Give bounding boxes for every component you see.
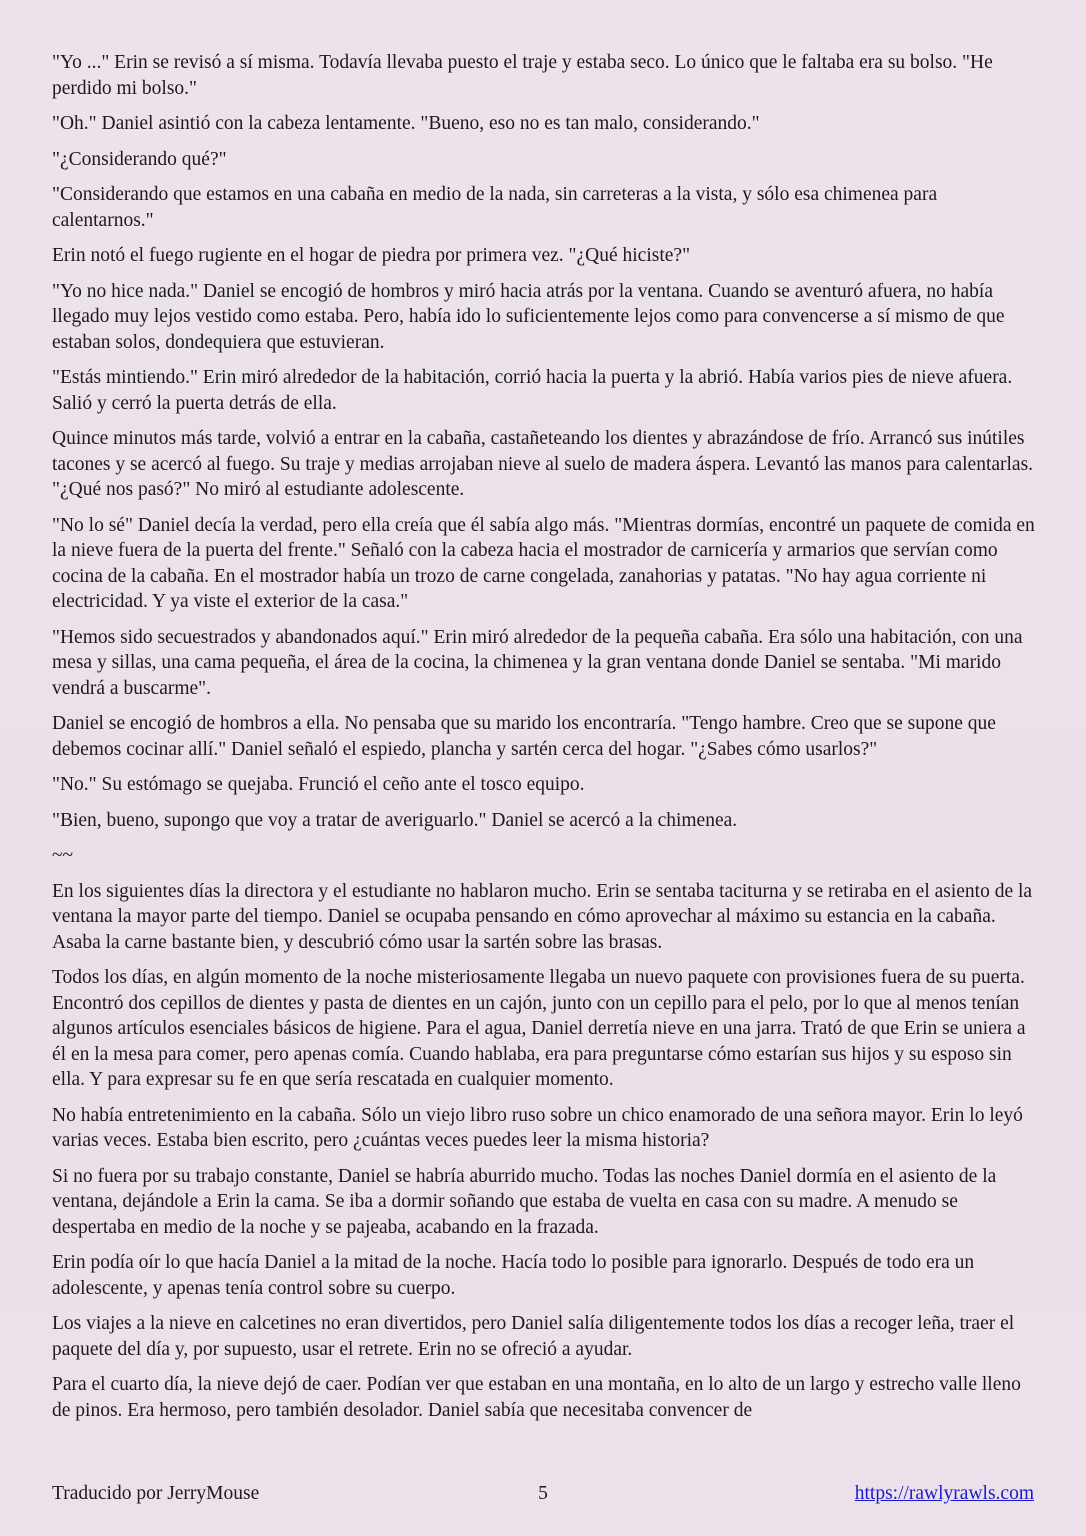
section-break: ~~: [52, 845, 74, 866]
paragraph: "Yo ..." Erin se revisó a sí misma. Todavía llevaba puesto el traje y estaba seco. Lo único que le faltaba era su bolso. "He perdido mi bolso.": [52, 52, 993, 99]
paragraph: "Estás mintiendo." Erin miró alrededor de la habitación, corrió hacia la puerta y la abrió. Había varios pies de nieve afuera. Salió y cerró la puerta detrás de ella.: [52, 367, 1013, 414]
paragraph: Quince minutos más tarde, volvió a entrar en la cabaña, castañeteando los dientes y abrazándose de frío. Arrancó sus inútiles tacones y se acercó al fuego. Su traje y medias arrojaban nieve al suelo de madera áspera. Levantó las manos para calentarlas. "¿Qué nos pasó?" No miró al estudiante adolescente.: [52, 428, 1034, 500]
translator-credit: Traducido por JerryMouse: [52, 1483, 260, 1504]
paragraph: No había entretenimiento en la cabaña. Sólo un viejo libro ruso sobre un chico enamorado de una señora mayor. Erin lo leyó varias veces. Estaba bien escrito, pero ¿cuántas veces puedes leer la misma historia?: [52, 1104, 1023, 1151]
footer-link[interactable]: https://rawlyrawls.com: [854, 1483, 1034, 1504]
paragraph: Los viajes a la nieve en calcetines no eran divertidos, pero Daniel salía diligentemente todos los días a recoger leña, traer el paquete del día y, por supuesto, usar el retrete. Erin no se ofreció a ayudar.: [52, 1313, 1015, 1360]
page-footer: [52, 1481, 1034, 1506]
paragraph: "Yo no hice nada." Daniel se encogió de hombros y miró hacia atrás por la ventana. Cuando se aventuró afuera, no había llegado muy lejos vestido como estaba. Pero, había ido lo suficientemente lejos como para convencerse a sí mismo de que estaban solos, dondequiera que estuvieran.: [52, 280, 1005, 353]
paragraph: Erin notó el fuego rugiente en el hogar de piedra por primera vez. "¿Qué hiciste?": [52, 245, 691, 266]
paragraph: "Bien, bueno, supongo que voy a tratar de averiguarlo." Daniel se acercó a la chimenea.: [52, 809, 738, 831]
paragraph: Para el cuarto día, la nieve dejó de caer. Podían ver que estaban en una montaña, en lo alto de un largo y estrecho valle lleno de pinos. Era hermoso, pero también desolador. Daniel sabía que necesitaba convencer de: [52, 1374, 1021, 1421]
paragraph: En los siguientes días la directora y el estudiante no hablaron mucho. Erin se sentaba taciturna y se retiraba en el asiento de la ventana la mayor parte del tiempo. Daniel se ocupaba pensando en cómo aprovechar al máximo su estancia en la cabaña. Asaba la carne bastante bien, y descubrió cómo usar la sartén sobre las brasas.: [52, 880, 1033, 953]
paragraph: Daniel se encogió de hombros a ella. No pensaba que su marido los encontraría. "Tengo hambre. Creo que se supone que debemos cocinar allí." Daniel señaló el espiedo, plancha y sartén cerca del hogar. "¿Sabes cómo usarlos?": [52, 713, 996, 760]
document-body: [52, 50, 1035, 1433]
paragraph: Todos los días, en algún momento de la noche misteriosamente llegaba un nuevo paquete con provisiones fuera de su puerta. Encontró dos cepillos de dientes y pasta de dientes en un cajón, junto con un cepillo para el pelo, por lo que al menos tenían algunos artículos esenciales básicos de higiene. Para el agua, Daniel derretía nieve en una jarra. Trató de que Erin se uniera a él en la mesa para comer, pero apenas comía. Cuando hablaba, era para preguntarse cómo estarían sus hijos y su esposo sin ella. Y para expresar su fe en que sería rescatada en cualquier momento.: [52, 967, 1026, 1090]
paragraph: "Hemos sido secuestrados y abandonados aquí." Erin miró alrededor de la pequeña cabaña. Era sólo una habitación, con una mesa y sillas, una cama pequeña, el área de la cocina, la chimenea y la gran ventana donde Daniel se sentaba. "Mi marido vendrá a buscarme".: [52, 626, 1023, 699]
paragraph: "Considerando que estamos en una cabaña en medio de la nada, sin carreteras a la vista, y sólo esa chimenea para calentarnos.": [52, 184, 938, 231]
page-number: 5: [538, 1483, 548, 1504]
paragraph: Si no fuera por su trabajo constante, Daniel se habría aburrido mucho. Todas las noches Daniel dormía en el asiento de la ventana, dejándole a Erin la cama. Se iba a dormir soñando que estaba de vuelta en casa con su madre. A menudo se despertaba en medio de la noche y se pajeaba, acabando en la frazada.: [52, 1165, 997, 1238]
paragraph: "No lo sé" Daniel decía la verdad, pero ella creía que él sabía algo más. "Mientras dormías, encontré un paquete de comida en la nieve fuera de la puerta del frente." Señaló con la cabeza hacia el mostrador de carnicería y armarios que servían como cocina de la cabaña. En el mostrador había un trozo de carne congelada, zanahorias y patatas. "No hay agua corriente ni electricidad. Y ya viste el exterior de la casa.": [52, 514, 1035, 612]
paragraph: "¿Considerando qué?": [52, 148, 227, 170]
paragraph: "No." Su estómago se quejaba. Frunció el ceño ante el tosco equipo.: [52, 774, 585, 795]
paragraph: Erin podía oír lo que hacía Daniel a la mitad de la noche. Hacía todo lo posible para ignorarlo. Después de todo era un adolescente, y apenas tenía control sobre su cuerpo.: [52, 1252, 975, 1299]
paragraph: "Oh." Daniel asintió con la cabeza lentamente. "Bueno, eso no es tan malo, considerando.": [52, 113, 760, 134]
